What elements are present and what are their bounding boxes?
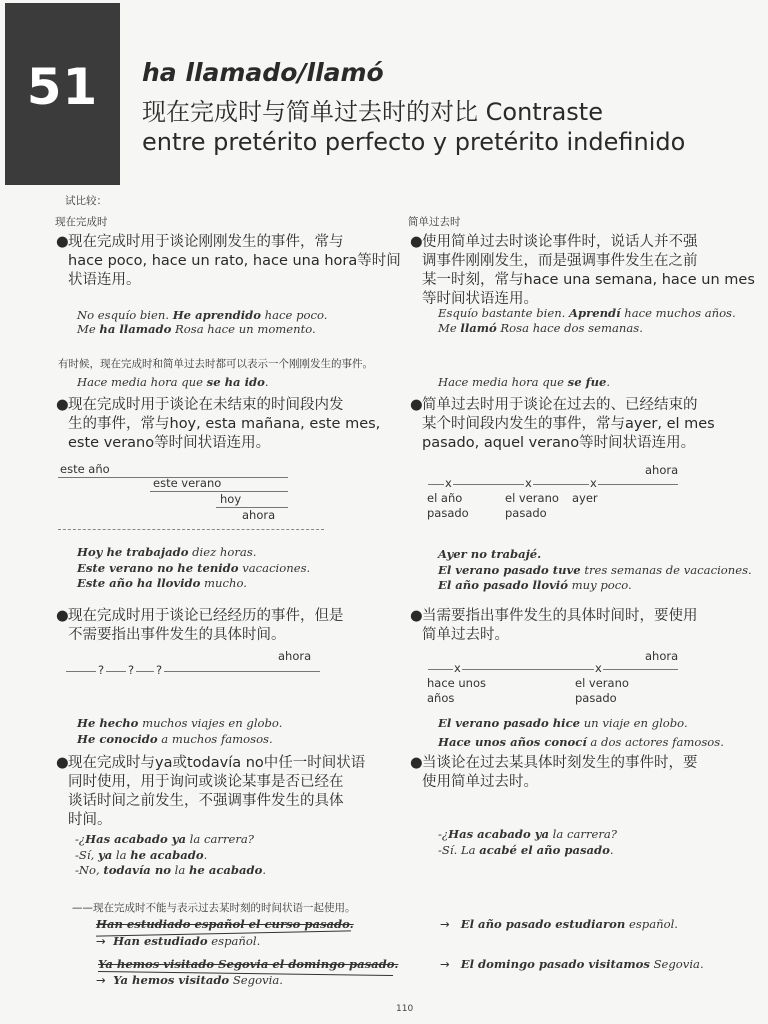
- timeline-label-este-verano: este verano: [153, 476, 222, 490]
- timeline-label-hoy: hoy: [220, 492, 242, 506]
- bullet-icon: ●: [56, 397, 69, 413]
- sec1-right-line4: 等时间状语连用。: [422, 291, 538, 307]
- timeline-mark: x: [445, 476, 452, 490]
- timeline-mark: x: [525, 476, 532, 490]
- sec3-left-examples: He hecho muchos viajes en globo. He conocido a muchos famosos.: [77, 716, 283, 746]
- sec1-right-line3: 某一时刻，常与hace una semana, hace un mes: [422, 272, 755, 288]
- timeline-label-este-ano: este año: [60, 462, 110, 476]
- title-contraste: Contraste: [485, 98, 603, 126]
- timeline-label-el-verano-pasado: el verano pasado: [505, 491, 559, 520]
- corrected-example-2: → Ya hemos visitado Segovia.: [96, 973, 283, 987]
- sec1-right-text: [410, 233, 762, 309]
- sec2-right-examples: Ayer no trabajé. El verano pasado tuve tres semanas de vacaciones. El año pasado llovió muy poco.: [438, 547, 752, 592]
- page-number: 110: [396, 1004, 414, 1014]
- timeline-bar: [150, 491, 288, 492]
- sec1-left-line2: hace poco, hace un rato, hace una hora等时间: [68, 253, 401, 269]
- sec1-left-example2: Me ha llamado Rosa hace un momento.: [77, 322, 316, 336]
- sec3-right-text: ● 当需要指出事件发生的具体时间时，要使用 简单过去时。: [410, 608, 698, 643]
- timeline-label-hace-unos-anos: hace unos años: [427, 676, 486, 705]
- sec1-right-example2: Me llamó Rosa hace dos semanas.: [438, 321, 643, 335]
- sometimes-left-example: Hace media hora que se ha ido.: [77, 375, 269, 389]
- corrected-example-1: → Han estudiado español.: [96, 934, 261, 948]
- restriction-note: ——现在完成时不能与表示过去某时刻的时间状语一起使用。: [72, 902, 356, 914]
- timeline-label-el-verano-pasado-sec3: el verano pasado: [575, 676, 629, 705]
- timeline-question-mark: ?: [98, 663, 105, 677]
- timeline-label-ahora-sec3-left: ahora: [278, 649, 312, 663]
- timeline-axis-right: [428, 484, 678, 485]
- sec1-left-example1: No esquío bien. He aprendido hace poco.: [77, 308, 328, 322]
- timeline-label-ahora-right: ahora: [645, 463, 679, 477]
- sec4-left-text: ● 现在完成时与ya或todavía no中任一时间状语 同时使用，用于询问或谈论某事是否已经在 谈话时间之前发生，不强调事件发生的具体 时间。: [56, 755, 366, 828]
- sec1-left-text: [56, 233, 408, 290]
- timeline-label-ahora-sec3-right: ahora: [645, 649, 679, 663]
- bullet-icon: ●: [56, 755, 69, 771]
- wrong-example-1: Han estudiado español el curso pasado.: [96, 917, 354, 931]
- title-subtitle: entre pretérito perfecto y pretérito indefinido: [142, 128, 686, 156]
- sec2-left-text: ● 现在完成时用于谈论在未结束的时间段内发 生的事件，常与hoy, esta mañana, este mes, este verano等时间状语连用。: [56, 397, 381, 451]
- intro-label: 试比较：: [65, 195, 107, 207]
- sec1-right-example1: Esquío bastante bien. Aprendí hace muchos años.: [438, 306, 736, 320]
- unit-number: 51: [26, 58, 99, 116]
- wrong-example-2: Ya hemos visitado Segovia el domingo pasado.: [98, 957, 399, 971]
- bullet-icon: ●: [410, 755, 423, 771]
- sec1-right-line2: 调事件刚刚发生，而是强调事件发生在之前: [422, 253, 698, 269]
- timeline-question-mark: ?: [128, 663, 135, 677]
- title-chinese-text: 现在完成时与简单过去时的对比: [142, 98, 478, 126]
- timeline-axis: [58, 529, 324, 530]
- sec1-left-line3: 状语连用。: [68, 272, 141, 288]
- sec1-left-line1: 现在完成时用于谈论刚刚发生的事件，常与: [68, 234, 344, 250]
- sec4-left-examples: -¿Has acabado ya la carrera? -Sí, ya la he acabado. -No, todavía no la he acabado.: [75, 832, 267, 877]
- timeline-axis-sec3-right: [428, 669, 678, 670]
- sec2-left-examples: Hoy he trabajado diez horas. Este verano no he tenido vacaciones. Este año ha llovido mucho.: [77, 545, 311, 590]
- right-example-1: → El año pasado estudiaron español.: [440, 917, 678, 931]
- title-chinese: [142, 92, 603, 127]
- timeline-question-mark: ?: [156, 663, 163, 677]
- title-spanish: ha llamado/llamó: [142, 58, 384, 87]
- bullet-icon: ●: [410, 234, 423, 250]
- sec4-right-examples: -¿Has acabado ya la carrera? -Sí. La acabé el año pasado.: [438, 827, 618, 857]
- sec1-right-line1: 使用简单过去时谈论事件时，说话人并不强: [422, 234, 698, 250]
- sec3-left-text: ● 现在完成时用于谈论已经经历的事件，但是 不需要指出事件发生的具体时间。: [56, 608, 344, 643]
- bullet-icon: ●: [56, 234, 69, 250]
- bullet-icon: ●: [410, 397, 423, 413]
- sometimes-note: 有时候，现在完成时和简单过去时都可以表示一个刚刚发生的事件。: [58, 358, 373, 370]
- sec4-right-text: ● 当谈论在过去某具体时刻发生的事件时，要 使用简单过去时。: [410, 755, 698, 790]
- timeline-mark: x: [590, 476, 597, 490]
- sec2-right-text: ● 简单过去时用于谈论在过去的、已经结束的 某个时间段内发生的事件，常与ayer, el mes pasado, aquel verano等时间状语连用。: [410, 397, 715, 451]
- right-column-heading: 简单过去时: [408, 216, 461, 228]
- right-example-2: → El domingo pasado visitamos Segovia.: [440, 957, 704, 971]
- timeline-mark: x: [595, 661, 602, 675]
- timeline-mark: x: [454, 661, 461, 675]
- sometimes-right-example: Hace media hora que se fue.: [438, 375, 611, 389]
- timeline-label-ahora: ahora: [242, 508, 276, 522]
- timeline-label-el-ano-pasado: el año pasado: [427, 491, 469, 520]
- sec3-right-examples: El verano pasado hice un viaje en globo. Hace unos años conocí a dos actores famosos.: [438, 716, 724, 749]
- timeline-label-ayer: ayer: [572, 491, 598, 505]
- left-column-heading: 现在完成时: [55, 216, 108, 228]
- bullet-icon: ●: [56, 608, 69, 624]
- bullet-icon: ●: [410, 608, 423, 624]
